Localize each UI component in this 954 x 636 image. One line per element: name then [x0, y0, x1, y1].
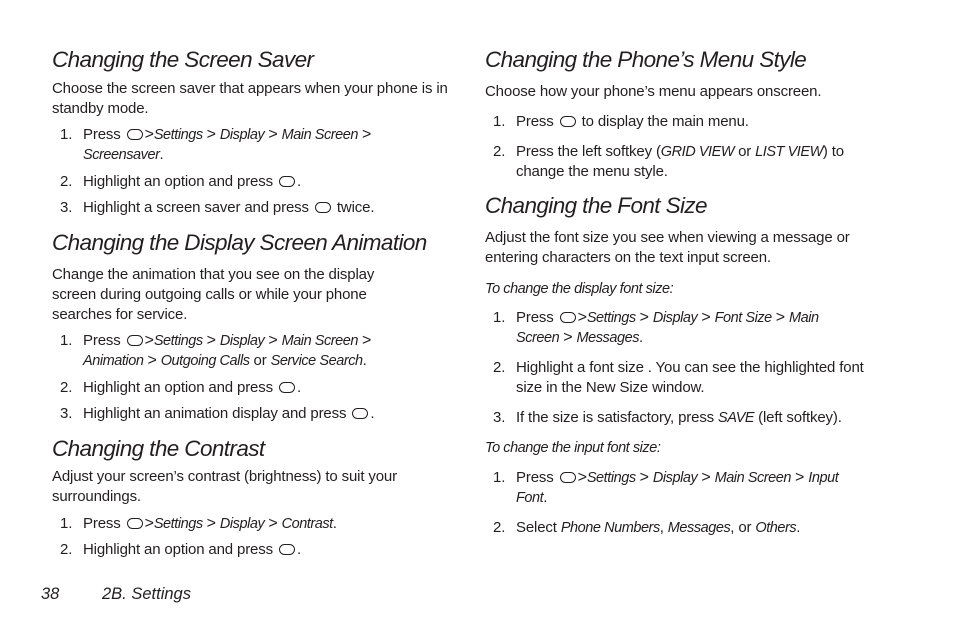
page-number: 38: [41, 585, 60, 603]
subheading-display-font-size: To change the display font size:: [485, 281, 674, 297]
heading-menu-style: Changing the Phone’s Menu Style: [485, 47, 807, 72]
heading-font-size: Changing the Font Size: [485, 193, 707, 218]
section-label: 2B. Settings: [102, 585, 191, 603]
menu-key-icon: [279, 544, 295, 555]
menu-key-icon: [279, 382, 295, 393]
intro-menu-style: Choose how your phone’s menu appears onscreen.: [485, 83, 822, 100]
subheading-input-font-size: To change the input font size:: [485, 440, 661, 456]
intro-font-size: Adjust the font size you see when viewing a message or entering characters on the text input screen.: [485, 229, 850, 266]
intro-display-animation: Change the animation that you see on the display screen during outgoing calls or while your phone searches for service.: [52, 266, 375, 323]
intro-screen-saver: Choose the screen saver that appears when your phone is in standby mode.: [52, 80, 448, 117]
menu-key-icon: [127, 335, 143, 346]
heading-screen-saver: Changing the Screen Saver: [52, 47, 314, 72]
heading-display-animation: Changing the Display Screen Animation: [52, 230, 427, 255]
menu-key-icon: [315, 202, 331, 213]
menu-key-icon: [560, 312, 576, 323]
menu-key-icon: [127, 518, 143, 529]
menu-key-icon: [560, 472, 576, 483]
menu-key-icon: [560, 116, 576, 127]
menu-key-icon: [352, 408, 368, 419]
menu-key-icon: [127, 129, 143, 140]
heading-contrast: Changing the Contrast: [52, 436, 265, 461]
menu-key-icon: [279, 176, 295, 187]
intro-contrast: Adjust your screen’s contrast (brightness) to suit your surroundings.: [52, 468, 397, 505]
